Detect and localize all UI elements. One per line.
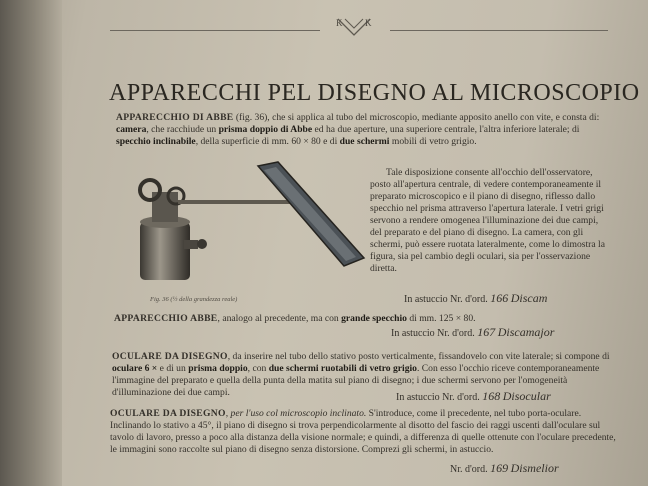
ocular1-description: OCULARE DA DISEGNO, da inserire nel tubo dello stativo posto verticalmente, fissandovelo con vite laterale; si compone di oculare 6 × e di un prisma doppio, con due schermi ruotabili di vetro grigio. Con esso l'occhio riceve contemporaneamente l'immagine del preparato e quella della punta della matita sul piano di disegno; i due schermi servono per l'omogeneità d'illuminazione dei due campi. [112,351,610,398]
ocular2-heading: OCULARE DA DISEGNO [110,408,226,419]
ocular1-order: In astuccio Nr. d'ord. 168 Disocular [396,389,551,403]
abbe-apparatus-figure [118,160,368,290]
logo-icon [334,14,374,40]
order-code: Discamajor [497,325,555,339]
ocular2-description: OCULARE DA DISEGNO, per l'uso col microscopio inclinato. S'introduce, come il precedente, nel tubo porta-oculare. Inclinando lo stativo a 45°, il piano di disegno si trova perpendicolarmente al disotto del fascio dei raggi uscenti dall'oculare sul tavolo di lavoro, presso a poco alla distanza della visione normale; e quindi, a differenza di quelle ottenute con l'oculare precedente, le immagini sono raccolte sul piano di disegno senza distorsione. Comprezi gli schermi, in astuccio. [110,408,616,455]
order-number: 169 [490,461,509,475]
abbe2-heading: APPARECCHIO ABBE [114,313,218,324]
abbe-order: In astuccio Nr. d'ord. 166 Discam [404,291,548,305]
abbe2-description: APPARECCHIO ABBE, analogo al precedente, ma con grande specchio di mm. 125 × 80. [114,313,476,324]
order-code: Dismelior [510,461,559,475]
svg-text:K: K [336,18,343,28]
order-number: 167 [477,325,496,339]
order-number: 168 [482,389,501,403]
header-rule-left [110,30,320,31]
book-gutter [0,0,62,486]
order-code: Disocular [502,389,551,403]
abbe-description: APPARECCHIO DI ABBE (fig. 36), che si applica al tubo del microscopio, mediante apposito anello con vite, e consta di: camera, che racchiude un prisma doppio di Abbe ed ha due aperture, una superiore centrale, l'altra inferiore laterale; di specchio inclinabile, della superficie di mm. 60 × 80 e di due schermi mobili di vetro grigio. [116,112,600,147]
abbe-body: Tale disposizione consente all'occhio dell'osservatore, posto all'apertura centrale, di vedere contemporaneamente il preparato microscopico e il piano di disegno, riflesso dallo specchio nel prisma attraverso l'apertura laterale. I vetri grigi servono a rendere omogenea l'illuminazione dei due campi, del preparato e del piano di disegno. La camera, con gli schermi, può essere ruotata lateralmente, come lo dimostra la figura, sia pel cambio degli oculari, sia per l'osservazione diretta. [370,167,605,274]
ocular2-order: Nr. d'ord. 169 Dismelior [450,461,559,475]
figure-caption: Fig. 36 (½ della grandezza reale) [150,296,238,303]
page-title: APPARECCHI PEL DISEGNO AL MICROSCOPIO [109,80,640,106]
header-rule-right [390,30,608,31]
ocular1-heading: OCULARE DA DISEGNO [112,351,228,362]
svg-text:K: K [365,18,372,28]
abbe2-order: In astuccio Nr. d'ord. 167 Discamajor [391,325,555,339]
order-number: 166 [490,291,509,305]
abbe-heading: APPARECCHIO DI ABBE [116,112,234,123]
order-code: Discam [510,291,548,305]
